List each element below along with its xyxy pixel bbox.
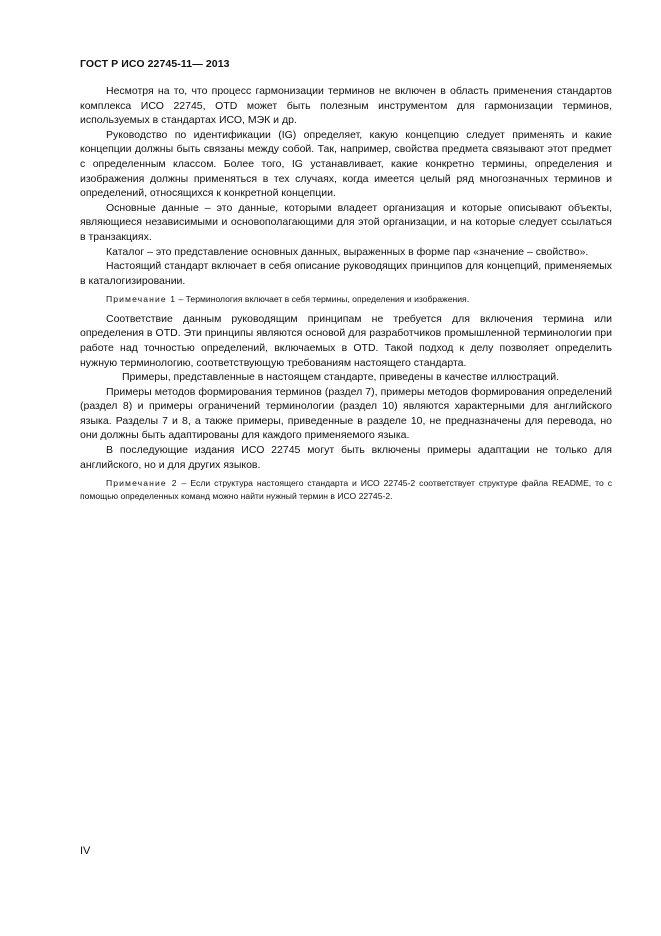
note-1-text: – Терминология включает в себя термины, определения и изображения.	[178, 294, 470, 305]
paragraph-catalog: Каталог – это представление основных данных, выраженных в форме пар «значение – свойство».	[106, 245, 589, 258]
paragraph-harmonization: Несмотря на то, что процесс гармонизации терминов не включен в область применения стандартов комплекса ИСО 22745, OTD может быть полезным инструментом для гармонизации терминов, используемых в стандартах ИСО, МЭК и др.	[80, 85, 612, 127]
note-1	[80, 293, 612, 305]
note-2-text: – Если структура настоящего стандарта и ИСО 22745-2 соответствует структуре файла README, то с помощью определенных команд можно найти нужный термин в ИСО 22745-2.	[80, 478, 613, 501]
paragraph-master-data: Основные данные – это данные, которыми владеет организация и которые описывают объекты, являющиеся независимыми и основополагающими для этой организации, и на которые следует ссылаться в транзакциях.	[80, 201, 612, 243]
note-1-label: Примечание 1	[106, 294, 177, 305]
paragraph-future-editions: В последующие издания ИСО 22745 могут быть включены примеры адаптации не только для английского, но и для других языков.	[80, 444, 612, 471]
standard-header: ГОСТ Р ИСО 22745-11— 2013	[80, 58, 230, 70]
note-2-label: Примечание 2	[106, 478, 178, 489]
document-body	[80, 84, 612, 508]
paragraph-examples-illustration: Примеры, представленные в настоящем стандарте, приведены в качестве иллюстраций.	[122, 371, 559, 384]
paragraph-examples-methods: Примеры методов формирования терминов (раздел 7), примеры методов формирования определений (раздел 8) и примеры ограничений терминологии (раздел 10) являются характерными для английского языка. Разделы 7 и 8, а также примеры, приведенные в разделе 10, не предназначены для перевода, но они должны быть адаптированы для каждого применяемого языка.	[80, 385, 612, 442]
page-number: IV	[80, 845, 91, 857]
note-2	[80, 477, 612, 502]
paragraph-identification-guide: Руководство по идентификации (IG) определяет, какую концепцию следует применять и какие концепции должны быть связаны между собой. Так, например, свойства предмета связывают этот предмет с определенным классом. Более того, IG устанавливает, какие конкретно термины, определения и изображения должны применяться в тех случаях, когда имеется целый ряд многозначных терминов и определений, относящихся к конкретной концепции.	[80, 128, 612, 200]
paragraph-compliance: Соответствие данным руководящим принципам не требуется для включения термина или определения в OTD. Эти принципы являются основой для разработчиков промышленной терминологии при работе над точностью определений, включаемых в OTD. Такой подход к делу позволяет определить нужную терминологию, соответствующую требованиям настоящего стандарта.	[80, 312, 612, 369]
paragraph-scope: Настоящий стандарт включает в себя описание руководящих принципов для концепций, применяемых в каталогизировании.	[80, 260, 612, 287]
